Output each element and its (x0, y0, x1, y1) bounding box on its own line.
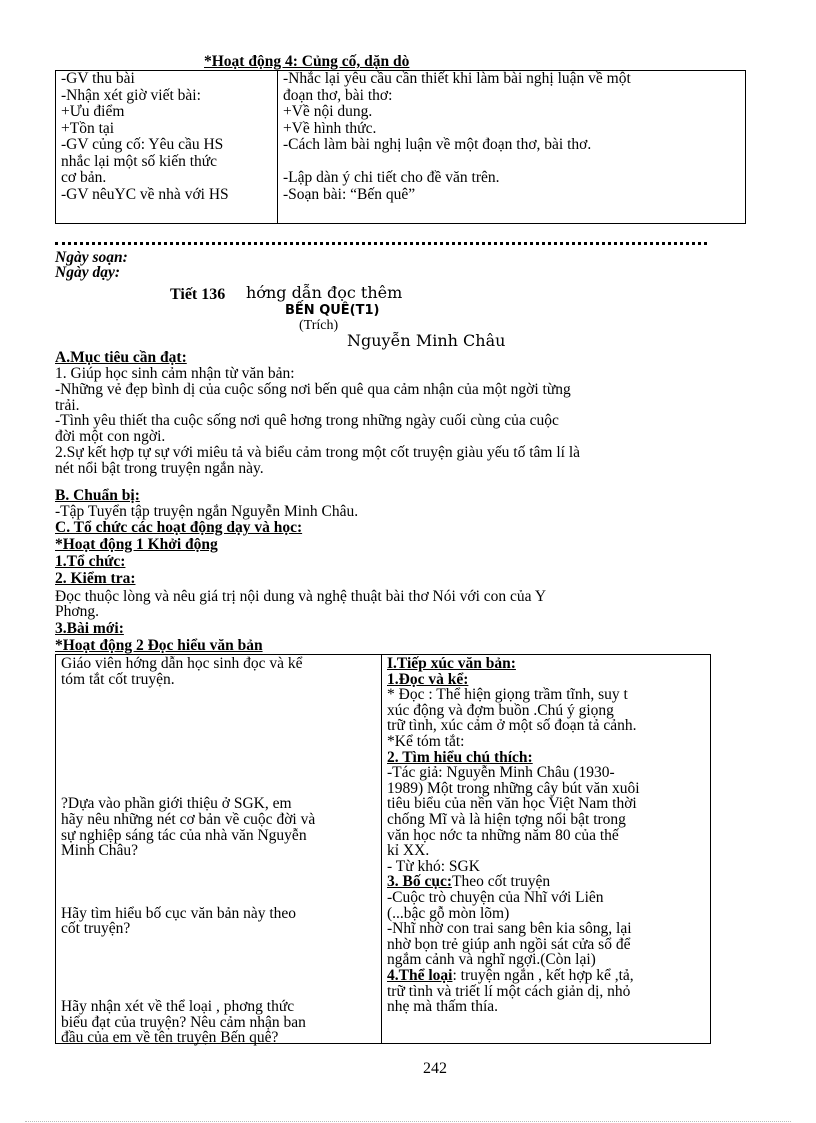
lesson-content-line: (...bậc gỗ mòn lõm) (387, 904, 510, 922)
lesson-content-line: tiêu biểu của nền văn học Việt Nam thời (387, 795, 637, 813)
activity-4-teacher-line: -GV thu bài (61, 70, 135, 87)
lesson-content-line: xúc động và đợm buồn .Chú ý giọng (387, 701, 614, 719)
activity-4-student-line (283, 154, 745, 171)
preparation-date: Ngày soạn: (55, 249, 128, 266)
teacher-question-line: Hãy tìm hiểu bố cục văn bản này theo (61, 904, 297, 922)
lesson-content-line-label: 3. Bố cục: (387, 873, 453, 891)
lesson-content-line: chống Mĩ và là hiện tợng nổi bật trong (387, 811, 626, 828)
lesson-content-line: - Từ khó: SGK (387, 857, 480, 875)
author-name: Nguyễn Minh Châu (347, 331, 506, 350)
teacher-question-line: Minh Châu? (61, 842, 139, 860)
lesson-content-line: * Đọc : Thể hiện giọng trầm tĩnh, suy t (387, 686, 628, 704)
objective-line: 2.Sự kết hợp tự sự với miêu tả và biểu cảm trong một cốt truyện giàu yếu tố tâm lí là (55, 443, 581, 461)
page-number: 242 (423, 1060, 447, 1077)
lesson-content-line: trữ tình, xúc cảm ở một số đoạn tả cảnh. (387, 717, 637, 735)
activity-4-teacher-cell (56, 71, 278, 224)
preparation-text: -Tập Tuyển tập truyện ngắn Nguyễn Minh Châu. (55, 503, 359, 520)
teacher-question-line: biểu đạt của truyện? Nêu cảm nhận ban (61, 1013, 306, 1031)
teacher-questions-cell (56, 655, 382, 1047)
lesson-content-line: nhờ bọn trẻ giúp anh ngồi sát cửa sổ để (387, 935, 631, 953)
lesson-content-line: 1.Đọc và kể: (387, 670, 469, 688)
teacher-question-line: sự nghiệp sáng tác của nhà văn Nguyễn (61, 826, 307, 844)
activity-2-table (55, 654, 711, 1047)
teacher-question-line: hãy nêu những nét cơ bản về cuộc đời và (61, 811, 316, 828)
activity-4-student-line: +Về nội dung. (283, 103, 373, 120)
lesson-content-line: -Cuộc trò chuyện của Nhĩ với Liên (387, 889, 604, 906)
teacher-question-line: Giáo viên hớng dẫn học sinh đọc và kể (61, 655, 303, 672)
lesson-content-line: 1989) Một trong những cây bút văn xuôi (387, 779, 640, 797)
new-lesson-heading: 3.Bài mới: (55, 620, 124, 637)
lesson-content-line: -Nhĩ nhờ con trai sang bên kia sông, lại (387, 920, 632, 938)
objective-line: -Những vẻ đẹp bình dị của cuộc sống nơi bến quê qua cảm nhận của một ngời từng (55, 380, 571, 398)
lesson-content-line: ngắm cảnh và nghĩ ngợi.(Còn lại) (387, 951, 596, 969)
lesson-content-line-label: 4.Thể loại (387, 967, 453, 984)
objective-line: trải. (55, 396, 80, 414)
excerpt-label: (Trích) (299, 318, 339, 333)
activity-4-student-line: -Lập dàn ý chi tiết cho đề văn trên. (283, 169, 500, 186)
objectives-list (55, 366, 580, 477)
lesson-content-line: -Tác giả: Nguyễn Minh Châu (1930- (387, 764, 615, 782)
lesson-content-line (387, 874, 550, 889)
activity-4-teacher-line: -GV củng cố: Yêu cầu HS (61, 136, 224, 153)
lesson-content-line-text: Theo cốt truyện (452, 873, 551, 891)
lesson-content-line-text: : truyện ngắn , kết hợp kể ,tả, (452, 967, 634, 984)
activity-4-teacher-line: +Ưu điểm (61, 103, 125, 120)
check-heading: 2. Kiểm tra: (55, 570, 136, 587)
activity-4-student-line: +Về hình thức. (283, 119, 377, 137)
activity-4-student-cell (278, 71, 746, 224)
check-line-2: Phơng. (55, 603, 99, 620)
lesson-content-line: văn học nớc ta những năm 80 của thế (387, 826, 619, 844)
activity-4-teacher-line: cơ bản. (61, 169, 107, 186)
teacher-question-line: Hãy nhận xét về thể loại , phơng thức (61, 998, 295, 1016)
page-bottom-edge (25, 1121, 791, 1122)
lesson-content-line: kỉ XX. (387, 842, 430, 860)
organization-heading: 1.Tổ chức: (55, 553, 126, 570)
activity-1-heading: *Hoạt động 1 Khởi động (55, 536, 218, 553)
objectives-heading: A.Mục tiêu cần đạt: (55, 349, 187, 366)
objective-line: -Tình yêu thiết tha cuộc sống nơi quê hơng trong những ngày cuối cùng của cuộc (55, 412, 559, 430)
lesson-content-line: 2. Tìm hiểu chú thích: (387, 748, 533, 766)
teaching-date: Ngày dạy: (55, 264, 120, 281)
objective-line: đời một con ngời. (55, 428, 166, 446)
activity-4-teacher-line: -Nhận xét giờ viết bài: (61, 86, 201, 104)
lesson-content-cell (382, 655, 711, 1044)
lesson-title: BẾN QUÊ(T1) (285, 303, 380, 318)
lesson-content-line: trữ tình và triết lí một cách giản dị, nhỏ (387, 982, 631, 1000)
activity-4-student-line: -Soạn bài: “Bến quê” (283, 185, 416, 203)
activity-4-student-line: đoạn thơ, bài thơ: (283, 86, 393, 104)
teacher-question-line: cốt truyện? (61, 920, 131, 938)
lesson-number: Tiết 136 (170, 286, 226, 303)
lesson-content-line: nhẹ mà thấm thía. (387, 998, 499, 1016)
activity-4-teacher-line: +Tồn tại (61, 119, 115, 137)
activity-4-title: *Hoạt động 4: Củng cố, dặn dò (204, 53, 410, 70)
activity-4-teacher-line: nhắc lại một số kiến thức (61, 152, 218, 170)
check-line-1: Đọc thuộc lòng và nêu giá trị nội dung và nghệ thuật bài thơ Nói với con của Y (55, 588, 547, 605)
activity-4-teacher-line: -GV nêuYC về nhà với HS (61, 185, 229, 203)
section-divider (55, 242, 707, 245)
activities-heading: C. Tổ chức các hoạt động dạy và học: (55, 519, 303, 536)
activity-4-student-line: -Nhắc lại yêu cầu cần thiết khi làm bài nghị luận về một (283, 70, 631, 87)
reading-guide-label: hớng dẫn đọc thêm (246, 283, 403, 302)
preparation-heading: B. Chuẩn bị: (55, 487, 140, 504)
teacher-question-line: đầu của em về tên truyện Bến quê? (61, 1029, 279, 1047)
objective-line: nét nổi bật trong truyện ngắn này. (55, 459, 264, 477)
teacher-question-line: tóm tắt cốt truyện. (61, 670, 175, 688)
teacher-question-line: ?Dựa vào phần giới thiệu ở SGK, em (61, 795, 292, 813)
activity-4-table (55, 70, 746, 224)
activity-4-student-line: -Cách làm bài nghị luận về một đoạn thơ, bài thơ. (283, 136, 592, 153)
lesson-content-line (387, 968, 634, 983)
activity-2-heading: *Hoạt động 2 Đọc hiểu văn bản (55, 637, 263, 654)
lesson-content-line: I.Tiếp xúc văn bản: (387, 655, 516, 672)
objective-line: 1. Giúp học sinh cảm nhận từ văn bản: (55, 365, 295, 382)
lesson-content-line: *Kể tóm tắt: (387, 733, 465, 750)
